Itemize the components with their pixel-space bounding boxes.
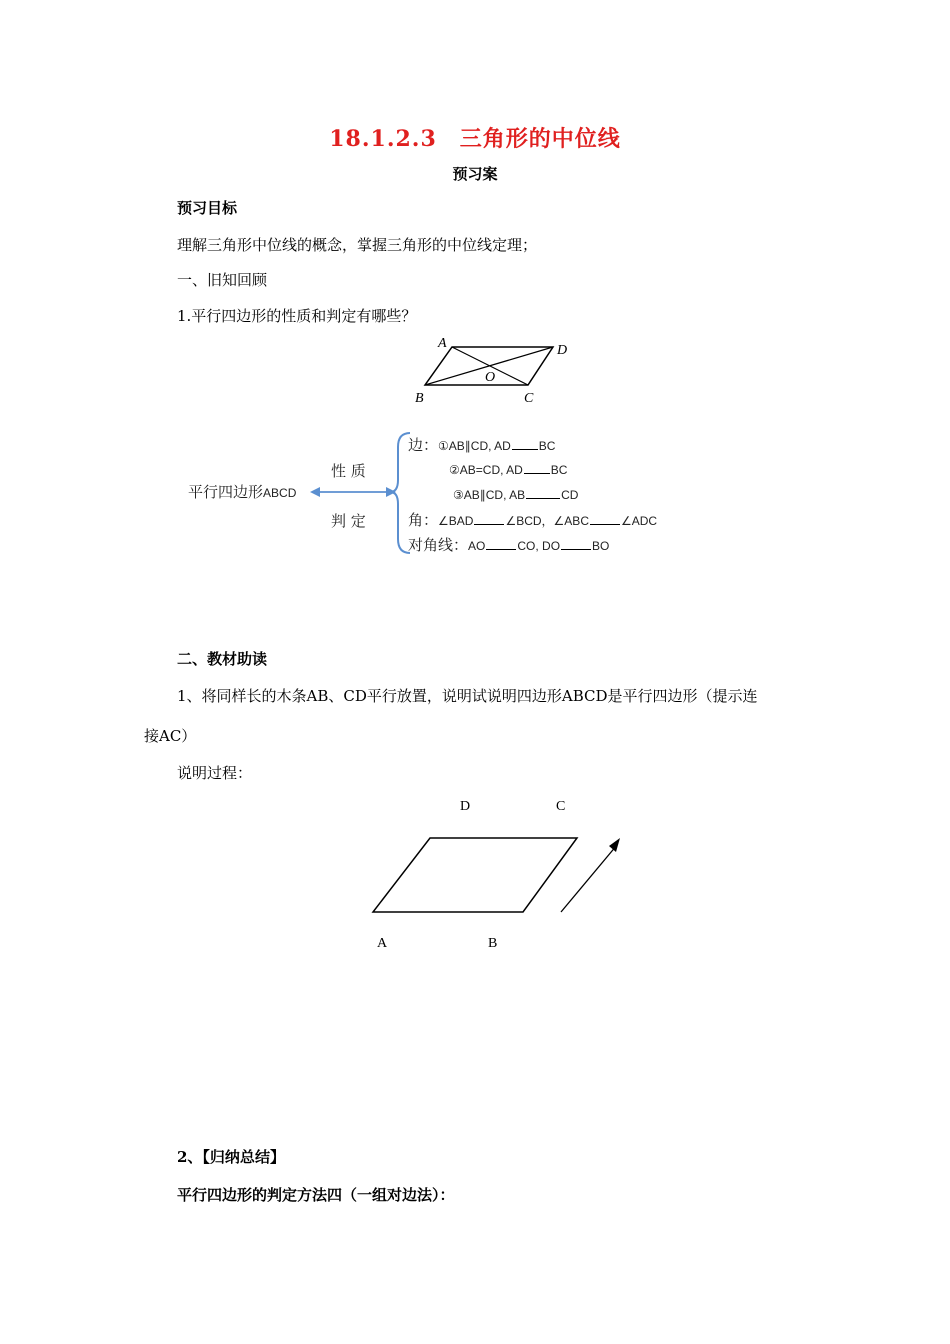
vertex-label-b: B bbox=[415, 391, 424, 406]
diagram-root-label: 平行四边形 bbox=[188, 483, 264, 501]
section1-heading: 一、旧知回顾 bbox=[177, 271, 268, 289]
parallelogram-figure-2 bbox=[345, 790, 645, 960]
parallelogram-figure-1 bbox=[405, 333, 585, 407]
vertex-label-c: C bbox=[524, 391, 534, 406]
side2-blank bbox=[524, 472, 550, 474]
angle-a: ∠BAD bbox=[438, 514, 474, 528]
vertex-label-d: D bbox=[557, 343, 568, 358]
side2-prefix: ②AB=CD, AD bbox=[449, 463, 523, 477]
side3-suffix: CD bbox=[561, 488, 579, 502]
branch-property: 性 质 bbox=[331, 462, 366, 480]
fig2-label-d: D bbox=[460, 799, 471, 814]
goal-heading: 预习目标 bbox=[177, 199, 238, 217]
angle-blank-2 bbox=[590, 523, 620, 525]
question-1: 1.平行四边形的性质和判定有哪些？ bbox=[177, 307, 417, 325]
parallelogram-shape-2 bbox=[373, 838, 577, 912]
side-row-1 bbox=[408, 434, 555, 455]
branch-judge: 判 定 bbox=[331, 512, 366, 530]
angle-blank-1 bbox=[474, 523, 504, 525]
diag-blank-2 bbox=[561, 548, 591, 550]
side3-prefix: ③AB∥CD, AB bbox=[453, 488, 526, 502]
section2-heading: 二、教材助读 bbox=[177, 650, 268, 668]
diagram-root bbox=[188, 481, 296, 502]
angle-c: ∠ADC bbox=[620, 514, 658, 528]
diag-c: BO bbox=[592, 539, 610, 553]
side1-suffix: BC bbox=[538, 439, 556, 453]
side3-blank bbox=[526, 497, 560, 499]
fig2-label-c: C bbox=[556, 799, 566, 814]
arrow-head-icon bbox=[609, 838, 620, 852]
angle-b: ∠BCD，∠ABC bbox=[505, 514, 589, 528]
arrow-left-head-icon bbox=[310, 487, 320, 497]
page-title: 18.1.2.3 三角形的中位线 bbox=[329, 126, 621, 152]
item1-line1: 1、将同样长的木条AB、CD平行放置，说明试说明四边形ABCD是平行四边形（提示连 bbox=[177, 687, 758, 705]
arrow-line bbox=[561, 845, 617, 912]
explain-label: 说明过程： bbox=[177, 764, 253, 782]
goal-text: 理解三角形中位线的概念，掌握三角形的中位线定理； bbox=[177, 236, 538, 254]
side1-prefix: ①AB∥CD, AD bbox=[438, 439, 511, 453]
diag-label: 对角线： bbox=[408, 536, 469, 554]
side-row-2 bbox=[449, 460, 567, 478]
fig2-label-b: B bbox=[488, 936, 498, 951]
item2-heading: 2、【归纳总结】 bbox=[177, 1148, 285, 1166]
side1-blank bbox=[512, 448, 538, 450]
fig2-label-a: A bbox=[377, 936, 388, 951]
diagonal-row bbox=[408, 534, 609, 555]
diag-a: AO bbox=[468, 539, 486, 553]
method-heading: 平行四边形的判定方法四（一组对边法）： bbox=[177, 1186, 455, 1204]
page-subtitle: 预习案 bbox=[452, 165, 498, 183]
item1-line2: 接AC） bbox=[144, 727, 197, 745]
angle-row bbox=[408, 509, 657, 530]
curly-brace bbox=[390, 433, 410, 553]
side-row-3 bbox=[453, 485, 578, 503]
diag-blank-1 bbox=[486, 548, 516, 550]
vertex-label-a: A bbox=[438, 336, 447, 351]
side2-suffix: BC bbox=[550, 463, 568, 477]
angle-label: 角： bbox=[408, 511, 439, 529]
diag-b: CO, DO bbox=[517, 539, 561, 553]
diagram-root-suffix: ABCD bbox=[263, 486, 297, 500]
center-label-o: O bbox=[485, 370, 496, 385]
side-label: 边： bbox=[408, 436, 439, 454]
